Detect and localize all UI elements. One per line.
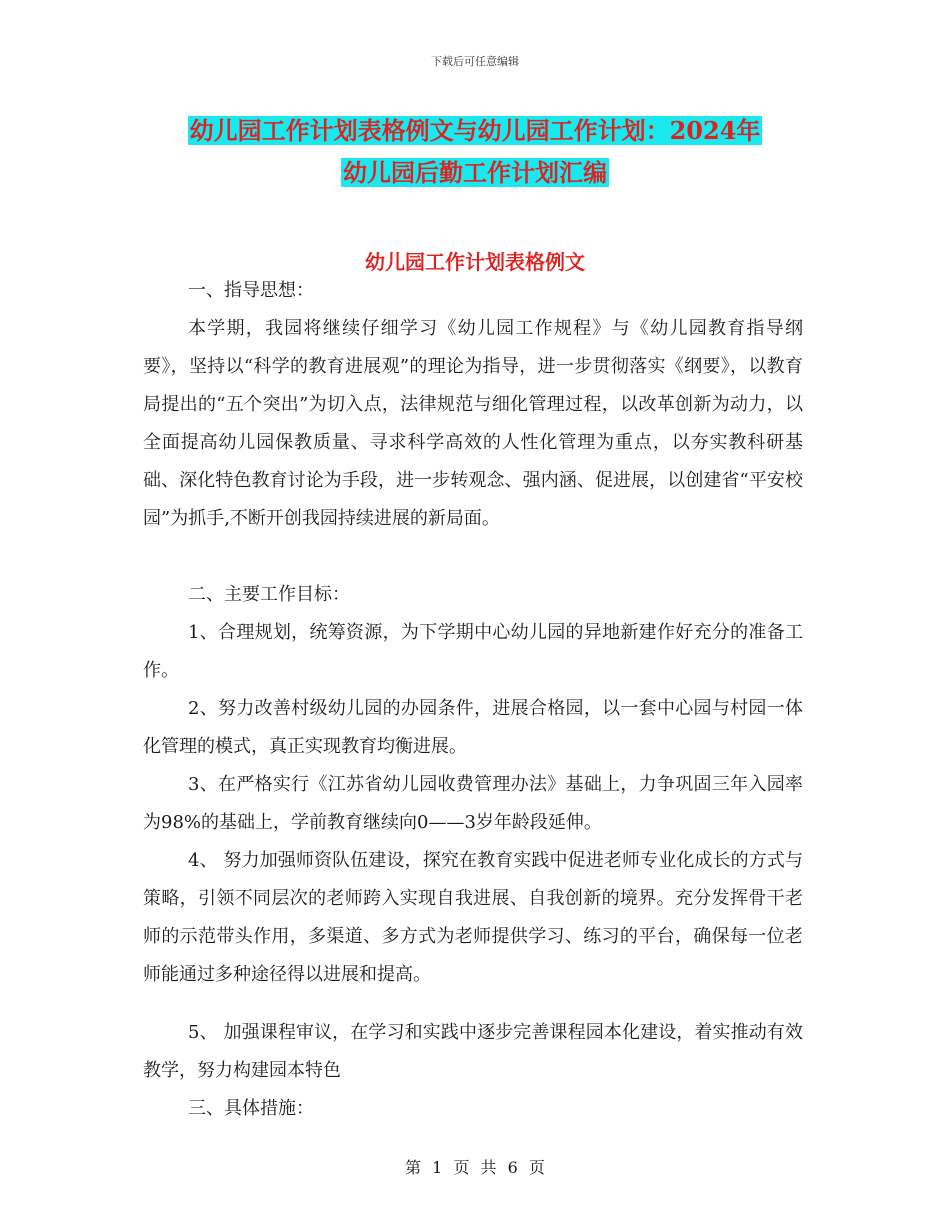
paragraph-heading-2: 二、主要工作目标： [188,584,350,605]
paragraph-goal-2: 2、努力改善村级幼儿园的办园条件，进展合格园，以一套中心园与村园一体化管理的模式，真正实现教育均衡进展。 [143,698,803,757]
paragraph-guiding-thought: 本学期，我园将继续仔细学习《幼儿园工作规程》与《幼儿园教育指导纲要》，坚持以“科学的教育进展观”的理论为指导，进一步贯彻落实《纲要》，以教育局提出的“五个突出”为切入点，法律规范与细化管理过程，以改革创新为动力，以全面提高幼儿园保教质量、寻求科学高效的人性化管理为重点，以夯实教科研基础、深化特色教育讨论为手段，进一步转观念、强内涵、促进展，以创建省“平安校园”为抓手,不断开创我园持续进展的新局面。 [143,318,803,529]
section-heading: 幼儿园工作计划表格例文 [365,250,585,274]
document-title-text-1: 幼儿园工作计划表格例文与幼儿园工作计划：2024年 [189,116,761,145]
paragraph-goal-3: 3、在严格实行《江苏省幼儿园收费管理办法》基础上，力争巩固三年入园率为98%的基础上，学前教育继续向0——3岁年龄段延伸。 [143,774,803,833]
paragraph-goal-1: 1、合理规划，统筹资源，为下学期中心幼儿园的异地新建作好充分的准备工作。 [143,622,803,681]
document-title-text-2: 幼儿园后勤工作计划汇编 [343,158,607,187]
paragraph-heading-3: 三、具体措施： [188,1098,314,1119]
document-title-line-2 [0,152,950,194]
paragraph-goal-5: 5、 加强课程审议，在学习和实践中逐步完善课程园本化建设，着实推动有效教学，努力构建园本特色 [143,1022,803,1081]
page-number-footer: 第 1 页 共 6 页 [405,1158,545,1177]
page-header-note: 下载后可任意编辑 [431,55,519,68]
paragraph-goal-4: 4、 努力加强师资队伍建设，探究在教育实践中促进老师专业化成长的方式与策略，引领不同层次的老师跨入实现自我进展、自我创新的境界。充分发挥骨干老师的示范带头作用，多渠道、多方式为老师提供学习、练习的平台，确保每一位老师能通过多种途径得以进展和提高。 [143,850,803,985]
paragraph-heading-1: 一、指导思想： [188,280,314,301]
document-title-line-1 [0,110,950,152]
